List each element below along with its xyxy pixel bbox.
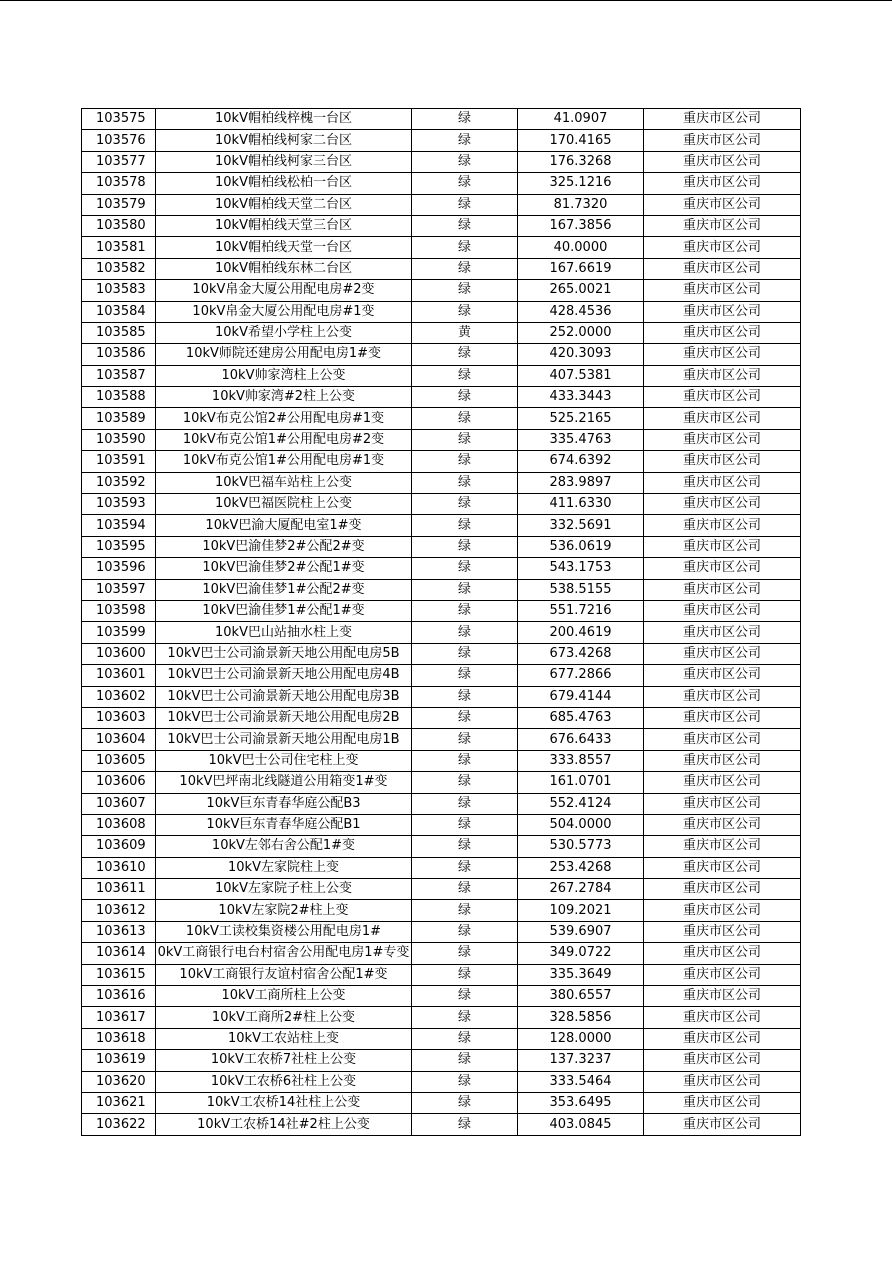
cell-status: 绿 — [412, 1092, 518, 1113]
cell-company: 重庆市区公司 — [644, 772, 801, 793]
cell-value: 679.4144 — [518, 686, 644, 707]
cell-value: 325.1216 — [518, 173, 644, 194]
cell-name: 10kV巨东青春华庭公配B3 — [156, 793, 412, 814]
cell-status: 绿 — [412, 151, 518, 172]
cell-value: 543.1753 — [518, 558, 644, 579]
cell-company: 重庆市区公司 — [644, 408, 801, 429]
cell-value: 538.5155 — [518, 579, 644, 600]
table-row — [82, 686, 801, 707]
cell-status: 绿 — [412, 536, 518, 557]
cell-name: 10kV巴士公司渝景新天地公用配电房5B — [156, 643, 412, 664]
cell-value: 335.3649 — [518, 964, 644, 985]
data-table — [81, 108, 801, 1136]
cell-company: 重庆市区公司 — [644, 600, 801, 621]
cell-name: 10kV帽柏线柯家三台区 — [156, 151, 412, 172]
cell-company: 重庆市区公司 — [644, 194, 801, 215]
table-row — [82, 536, 801, 557]
cell-company: 重庆市区公司 — [644, 387, 801, 408]
cell-name: 10kV布克公馆2#公用配电房#1变 — [156, 408, 412, 429]
cell-company: 重庆市区公司 — [644, 130, 801, 151]
cell-name: 10kV巴渝佳梦2#公配1#变 — [156, 558, 412, 579]
table-row — [82, 857, 801, 878]
cell-value: 328.5856 — [518, 1007, 644, 1028]
cell-id: 103582 — [82, 258, 156, 279]
cell-value: 525.2165 — [518, 408, 644, 429]
cell-value: 332.5691 — [518, 515, 644, 536]
cell-company: 重庆市区公司 — [644, 451, 801, 472]
cell-value: 40.0000 — [518, 237, 644, 258]
cell-company: 重庆市区公司 — [644, 857, 801, 878]
cell-name: 10kV布克公馆1#公用配电房#1变 — [156, 451, 412, 472]
table-row — [82, 451, 801, 472]
cell-id: 103603 — [82, 707, 156, 728]
table-row — [82, 322, 801, 343]
cell-company: 重庆市区公司 — [644, 665, 801, 686]
cell-name: 10kV帽柏线东林二台区 — [156, 258, 412, 279]
table-row — [82, 836, 801, 857]
cell-status: 绿 — [412, 237, 518, 258]
cell-name: 10kV帽柏线天堂一台区 — [156, 237, 412, 258]
table-row — [82, 879, 801, 900]
table-row — [82, 1007, 801, 1028]
cell-value: 536.0619 — [518, 536, 644, 557]
cell-name: 10kV巴渝佳梦2#公配2#变 — [156, 536, 412, 557]
table-row — [82, 194, 801, 215]
cell-id: 103604 — [82, 729, 156, 750]
cell-company: 重庆市区公司 — [644, 579, 801, 600]
table-row — [82, 109, 801, 130]
cell-value: 433.3443 — [518, 387, 644, 408]
cell-status: 绿 — [412, 173, 518, 194]
cell-status: 绿 — [412, 194, 518, 215]
cell-id: 103610 — [82, 857, 156, 878]
cell-name: 10kV工读校集资楼公用配电房1# — [156, 921, 412, 942]
cell-value: 539.6907 — [518, 921, 644, 942]
table-row — [82, 772, 801, 793]
cell-id: 103598 — [82, 600, 156, 621]
cell-id: 103589 — [82, 408, 156, 429]
cell-status: 绿 — [412, 921, 518, 942]
cell-company: 重庆市区公司 — [644, 558, 801, 579]
cell-name: 10kV帽柏线天堂三台区 — [156, 215, 412, 236]
cell-status: 绿 — [412, 429, 518, 450]
cell-id: 103596 — [82, 558, 156, 579]
cell-id: 103584 — [82, 301, 156, 322]
cell-name: 10kV师院还建房公用配电房1#变 — [156, 344, 412, 365]
cell-status: 绿 — [412, 600, 518, 621]
cell-id: 103612 — [82, 900, 156, 921]
cell-value: 428.4536 — [518, 301, 644, 322]
cell-status: 绿 — [412, 772, 518, 793]
cell-name: 10kV工农站柱上变 — [156, 1028, 412, 1049]
cell-value: 349.0722 — [518, 943, 644, 964]
cell-name: 10kV巨东青春华庭公配B1 — [156, 814, 412, 835]
cell-status: 绿 — [412, 1114, 518, 1135]
cell-value: 137.3237 — [518, 1050, 644, 1071]
cell-company: 重庆市区公司 — [644, 750, 801, 771]
cell-status: 绿 — [412, 1028, 518, 1049]
cell-name: 10kV左家院柱上变 — [156, 857, 412, 878]
cell-id: 103594 — [82, 515, 156, 536]
cell-status: 绿 — [412, 515, 518, 536]
cell-id: 103607 — [82, 793, 156, 814]
cell-status: 绿 — [412, 301, 518, 322]
cell-name: 10kV左家院子柱上公变 — [156, 879, 412, 900]
cell-name: 10kV巴坪南北线隧道公用箱变1#变 — [156, 772, 412, 793]
cell-value: 420.3093 — [518, 344, 644, 365]
cell-name: 10kV工农桥14社#2柱上公变 — [156, 1114, 412, 1135]
table-row — [82, 515, 801, 536]
cell-company: 重庆市区公司 — [644, 964, 801, 985]
cell-value: 551.7216 — [518, 600, 644, 621]
cell-name: 10kV工商所2#柱上公变 — [156, 1007, 412, 1028]
table-row — [82, 1071, 801, 1092]
cell-name: 10kV巴士公司渝景新天地公用配电房3B — [156, 686, 412, 707]
cell-id: 103588 — [82, 387, 156, 408]
cell-status: 绿 — [412, 900, 518, 921]
cell-status: 绿 — [412, 365, 518, 386]
cell-value: 167.3856 — [518, 215, 644, 236]
cell-company: 重庆市区公司 — [644, 814, 801, 835]
cell-id: 103605 — [82, 750, 156, 771]
cell-value: 407.5381 — [518, 365, 644, 386]
cell-id: 103622 — [82, 1114, 156, 1135]
cell-status: 绿 — [412, 643, 518, 664]
cell-id: 103583 — [82, 280, 156, 301]
cell-value: 353.6495 — [518, 1092, 644, 1113]
cell-name: 10kV布克公馆1#公用配电房#2变 — [156, 429, 412, 450]
table-row — [82, 900, 801, 921]
cell-value: 380.6557 — [518, 986, 644, 1007]
table-row — [82, 215, 801, 236]
cell-id: 103592 — [82, 472, 156, 493]
cell-company: 重庆市区公司 — [644, 151, 801, 172]
cell-company: 重庆市区公司 — [644, 515, 801, 536]
table-row — [82, 1050, 801, 1071]
table-row — [82, 1114, 801, 1135]
cell-company: 重庆市区公司 — [644, 1007, 801, 1028]
cell-value: 335.4763 — [518, 429, 644, 450]
cell-status: 绿 — [412, 472, 518, 493]
table-body — [82, 109, 801, 1136]
cell-value: 403.0845 — [518, 1114, 644, 1135]
cell-status: 绿 — [412, 408, 518, 429]
cell-value: 283.9897 — [518, 472, 644, 493]
cell-status: 绿 — [412, 130, 518, 151]
cell-value: 673.4268 — [518, 643, 644, 664]
cell-company: 重庆市区公司 — [644, 643, 801, 664]
cell-value: 81.7320 — [518, 194, 644, 215]
table-row — [82, 344, 801, 365]
table-row — [82, 494, 801, 515]
cell-company: 重庆市区公司 — [644, 536, 801, 557]
cell-status: 绿 — [412, 986, 518, 1007]
table-row — [82, 1092, 801, 1113]
cell-company: 重庆市区公司 — [644, 686, 801, 707]
table-row — [82, 301, 801, 322]
cell-company: 重庆市区公司 — [644, 301, 801, 322]
cell-company: 重庆市区公司 — [644, 173, 801, 194]
cell-name: 10kV帅家湾#2柱上公变 — [156, 387, 412, 408]
table-row — [82, 814, 801, 835]
table-row — [82, 964, 801, 985]
table-row — [82, 579, 801, 600]
cell-id: 103577 — [82, 151, 156, 172]
cell-name: 10kV帅家湾柱上公变 — [156, 365, 412, 386]
cell-status: 绿 — [412, 558, 518, 579]
cell-company: 重庆市区公司 — [644, 1028, 801, 1049]
cell-name: 10kV巴士公司渝景新天地公用配电房1B — [156, 729, 412, 750]
cell-id: 103614 — [82, 943, 156, 964]
table-row — [82, 408, 801, 429]
cell-id: 103619 — [82, 1050, 156, 1071]
cell-company: 重庆市区公司 — [644, 109, 801, 130]
cell-company: 重庆市区公司 — [644, 943, 801, 964]
cell-name: 10kV巴渝佳梦1#公配1#变 — [156, 600, 412, 621]
cell-name: 10kV帽柏线天堂二台区 — [156, 194, 412, 215]
cell-status: 绿 — [412, 258, 518, 279]
cell-status: 绿 — [412, 707, 518, 728]
cell-status: 绿 — [412, 387, 518, 408]
cell-status: 绿 — [412, 344, 518, 365]
table-row — [82, 665, 801, 686]
table-row — [82, 365, 801, 386]
cell-name: 10kV工商银行友谊村宿舍公配1#变 — [156, 964, 412, 985]
cell-status: 绿 — [412, 1007, 518, 1028]
cell-status: 绿 — [412, 836, 518, 857]
cell-value: 504.0000 — [518, 814, 644, 835]
cell-id: 103593 — [82, 494, 156, 515]
cell-company: 重庆市区公司 — [644, 237, 801, 258]
cell-status: 绿 — [412, 280, 518, 301]
table-row — [82, 472, 801, 493]
cell-company: 重庆市区公司 — [644, 365, 801, 386]
cell-value: 411.6330 — [518, 494, 644, 515]
table-row — [82, 558, 801, 579]
cell-value: 41.0907 — [518, 109, 644, 130]
cell-company: 重庆市区公司 — [644, 900, 801, 921]
table-row — [82, 237, 801, 258]
cell-name: 10kV巴士公司渝景新天地公用配电房4B — [156, 665, 412, 686]
cell-id: 103595 — [82, 536, 156, 557]
cell-name: 10kV工农桥6社柱上公变 — [156, 1071, 412, 1092]
cell-id: 103585 — [82, 322, 156, 343]
cell-value: 200.4619 — [518, 622, 644, 643]
cell-name: 10kV帽柏线柯家二台区 — [156, 130, 412, 151]
cell-id: 103602 — [82, 686, 156, 707]
table-row — [82, 729, 801, 750]
cell-status: 绿 — [412, 451, 518, 472]
cell-company: 重庆市区公司 — [644, 1071, 801, 1092]
cell-status: 绿 — [412, 1071, 518, 1092]
cell-company: 重庆市区公司 — [644, 1050, 801, 1071]
cell-id: 103578 — [82, 173, 156, 194]
cell-name: 10kV帽柏线梓槐一台区 — [156, 109, 412, 130]
cell-status: 黄 — [412, 322, 518, 343]
cell-company: 重庆市区公司 — [644, 793, 801, 814]
table-row — [82, 943, 801, 964]
cell-id: 103617 — [82, 1007, 156, 1028]
cell-value: 333.8557 — [518, 750, 644, 771]
cell-name: 10kV巴福医院柱上公变 — [156, 494, 412, 515]
table-row — [82, 643, 801, 664]
cell-id: 103609 — [82, 836, 156, 857]
cell-company: 重庆市区公司 — [644, 729, 801, 750]
cell-id: 103576 — [82, 130, 156, 151]
cell-status: 绿 — [412, 750, 518, 771]
cell-value: 109.2021 — [518, 900, 644, 921]
cell-id: 103575 — [82, 109, 156, 130]
table-row — [82, 387, 801, 408]
cell-company: 重庆市区公司 — [644, 280, 801, 301]
table-row — [82, 429, 801, 450]
cell-company: 重庆市区公司 — [644, 494, 801, 515]
cell-name: 10kV帛金大厦公用配电房#2变 — [156, 280, 412, 301]
cell-value: 176.3268 — [518, 151, 644, 172]
cell-status: 绿 — [412, 579, 518, 600]
cell-name: 10kV工农桥14社柱上公变 — [156, 1092, 412, 1113]
cell-status: 绿 — [412, 622, 518, 643]
cell-id: 103613 — [82, 921, 156, 942]
table-row — [82, 1028, 801, 1049]
cell-id: 103579 — [82, 194, 156, 215]
table-row — [82, 750, 801, 771]
cell-company: 重庆市区公司 — [644, 986, 801, 1007]
cell-status: 绿 — [412, 857, 518, 878]
cell-value: 265.0021 — [518, 280, 644, 301]
cell-name: 10kV巴渝大厦配电室1#变 — [156, 515, 412, 536]
cell-company: 重庆市区公司 — [644, 344, 801, 365]
cell-value: 685.4763 — [518, 707, 644, 728]
cell-name: 10kV左家院2#柱上变 — [156, 900, 412, 921]
table-row — [82, 707, 801, 728]
cell-value: 167.6619 — [518, 258, 644, 279]
cell-name: 10kV帽柏线松柏一台区 — [156, 173, 412, 194]
cell-company: 重庆市区公司 — [644, 1092, 801, 1113]
cell-name: 10kV巴士公司住宅柱上变 — [156, 750, 412, 771]
cell-value: 161.0701 — [518, 772, 644, 793]
cell-name: 10kV巴士公司渝景新天地公用配电房2B — [156, 707, 412, 728]
cell-id: 103618 — [82, 1028, 156, 1049]
cell-id: 103586 — [82, 344, 156, 365]
cell-value: 674.6392 — [518, 451, 644, 472]
cell-status: 绿 — [412, 729, 518, 750]
cell-status: 绿 — [412, 686, 518, 707]
cell-id: 103591 — [82, 451, 156, 472]
table-row — [82, 280, 801, 301]
cell-status: 绿 — [412, 494, 518, 515]
cell-company: 重庆市区公司 — [644, 1114, 801, 1135]
cell-id: 103599 — [82, 622, 156, 643]
cell-name: 10kV希望小学柱上公变 — [156, 322, 412, 343]
table-row — [82, 921, 801, 942]
cell-value: 333.5464 — [518, 1071, 644, 1092]
cell-status: 绿 — [412, 964, 518, 985]
cell-name: 10kV左邻右舍公配1#变 — [156, 836, 412, 857]
cell-id: 103621 — [82, 1092, 156, 1113]
cell-status: 绿 — [412, 109, 518, 130]
cell-company: 重庆市区公司 — [644, 472, 801, 493]
cell-status: 绿 — [412, 879, 518, 900]
cell-name: 0kV工商银行电台村宿舍公用配电房1#专变 — [156, 943, 412, 964]
cell-name: 10kV帛金大厦公用配电房#1变 — [156, 301, 412, 322]
cell-id: 103606 — [82, 772, 156, 793]
cell-id: 103600 — [82, 643, 156, 664]
cell-name: 10kV工商所柱上公变 — [156, 986, 412, 1007]
cell-value: 267.2784 — [518, 879, 644, 900]
cell-status: 绿 — [412, 943, 518, 964]
cell-id: 103601 — [82, 665, 156, 686]
cell-company: 重庆市区公司 — [644, 429, 801, 450]
cell-company: 重庆市区公司 — [644, 836, 801, 857]
table-row — [82, 151, 801, 172]
table-row — [82, 793, 801, 814]
cell-value: 677.2866 — [518, 665, 644, 686]
table-row — [82, 600, 801, 621]
cell-value: 552.4124 — [518, 793, 644, 814]
cell-company: 重庆市区公司 — [644, 921, 801, 942]
cell-company: 重庆市区公司 — [644, 707, 801, 728]
cell-id: 103608 — [82, 814, 156, 835]
cell-company: 重庆市区公司 — [644, 322, 801, 343]
cell-id: 103615 — [82, 964, 156, 985]
cell-id: 103587 — [82, 365, 156, 386]
cell-status: 绿 — [412, 665, 518, 686]
cell-value: 252.0000 — [518, 322, 644, 343]
cell-status: 绿 — [412, 814, 518, 835]
cell-name: 10kV巴山站抽水柱上变 — [156, 622, 412, 643]
cell-id: 103620 — [82, 1071, 156, 1092]
cell-status: 绿 — [412, 793, 518, 814]
cell-status: 绿 — [412, 215, 518, 236]
cell-company: 重庆市区公司 — [644, 879, 801, 900]
table-row — [82, 258, 801, 279]
cell-name: 10kV巴福车站柱上公变 — [156, 472, 412, 493]
cell-value: 170.4165 — [518, 130, 644, 151]
cell-value: 530.5773 — [518, 836, 644, 857]
page-top-rule — [0, 0, 892, 1]
cell-id: 103590 — [82, 429, 156, 450]
table-row — [82, 130, 801, 151]
cell-id: 103581 — [82, 237, 156, 258]
cell-company: 重庆市区公司 — [644, 215, 801, 236]
table-row — [82, 622, 801, 643]
table-row — [82, 173, 801, 194]
cell-id: 103580 — [82, 215, 156, 236]
cell-id: 103616 — [82, 986, 156, 1007]
cell-value: 128.0000 — [518, 1028, 644, 1049]
cell-company: 重庆市区公司 — [644, 622, 801, 643]
cell-name: 10kV巴渝佳梦1#公配2#变 — [156, 579, 412, 600]
cell-id: 103611 — [82, 879, 156, 900]
cell-company: 重庆市区公司 — [644, 258, 801, 279]
cell-id: 103597 — [82, 579, 156, 600]
cell-value: 253.4268 — [518, 857, 644, 878]
table-row — [82, 986, 801, 1007]
cell-value: 676.6433 — [518, 729, 644, 750]
cell-status: 绿 — [412, 1050, 518, 1071]
cell-name: 10kV工农桥7社柱上公变 — [156, 1050, 412, 1071]
